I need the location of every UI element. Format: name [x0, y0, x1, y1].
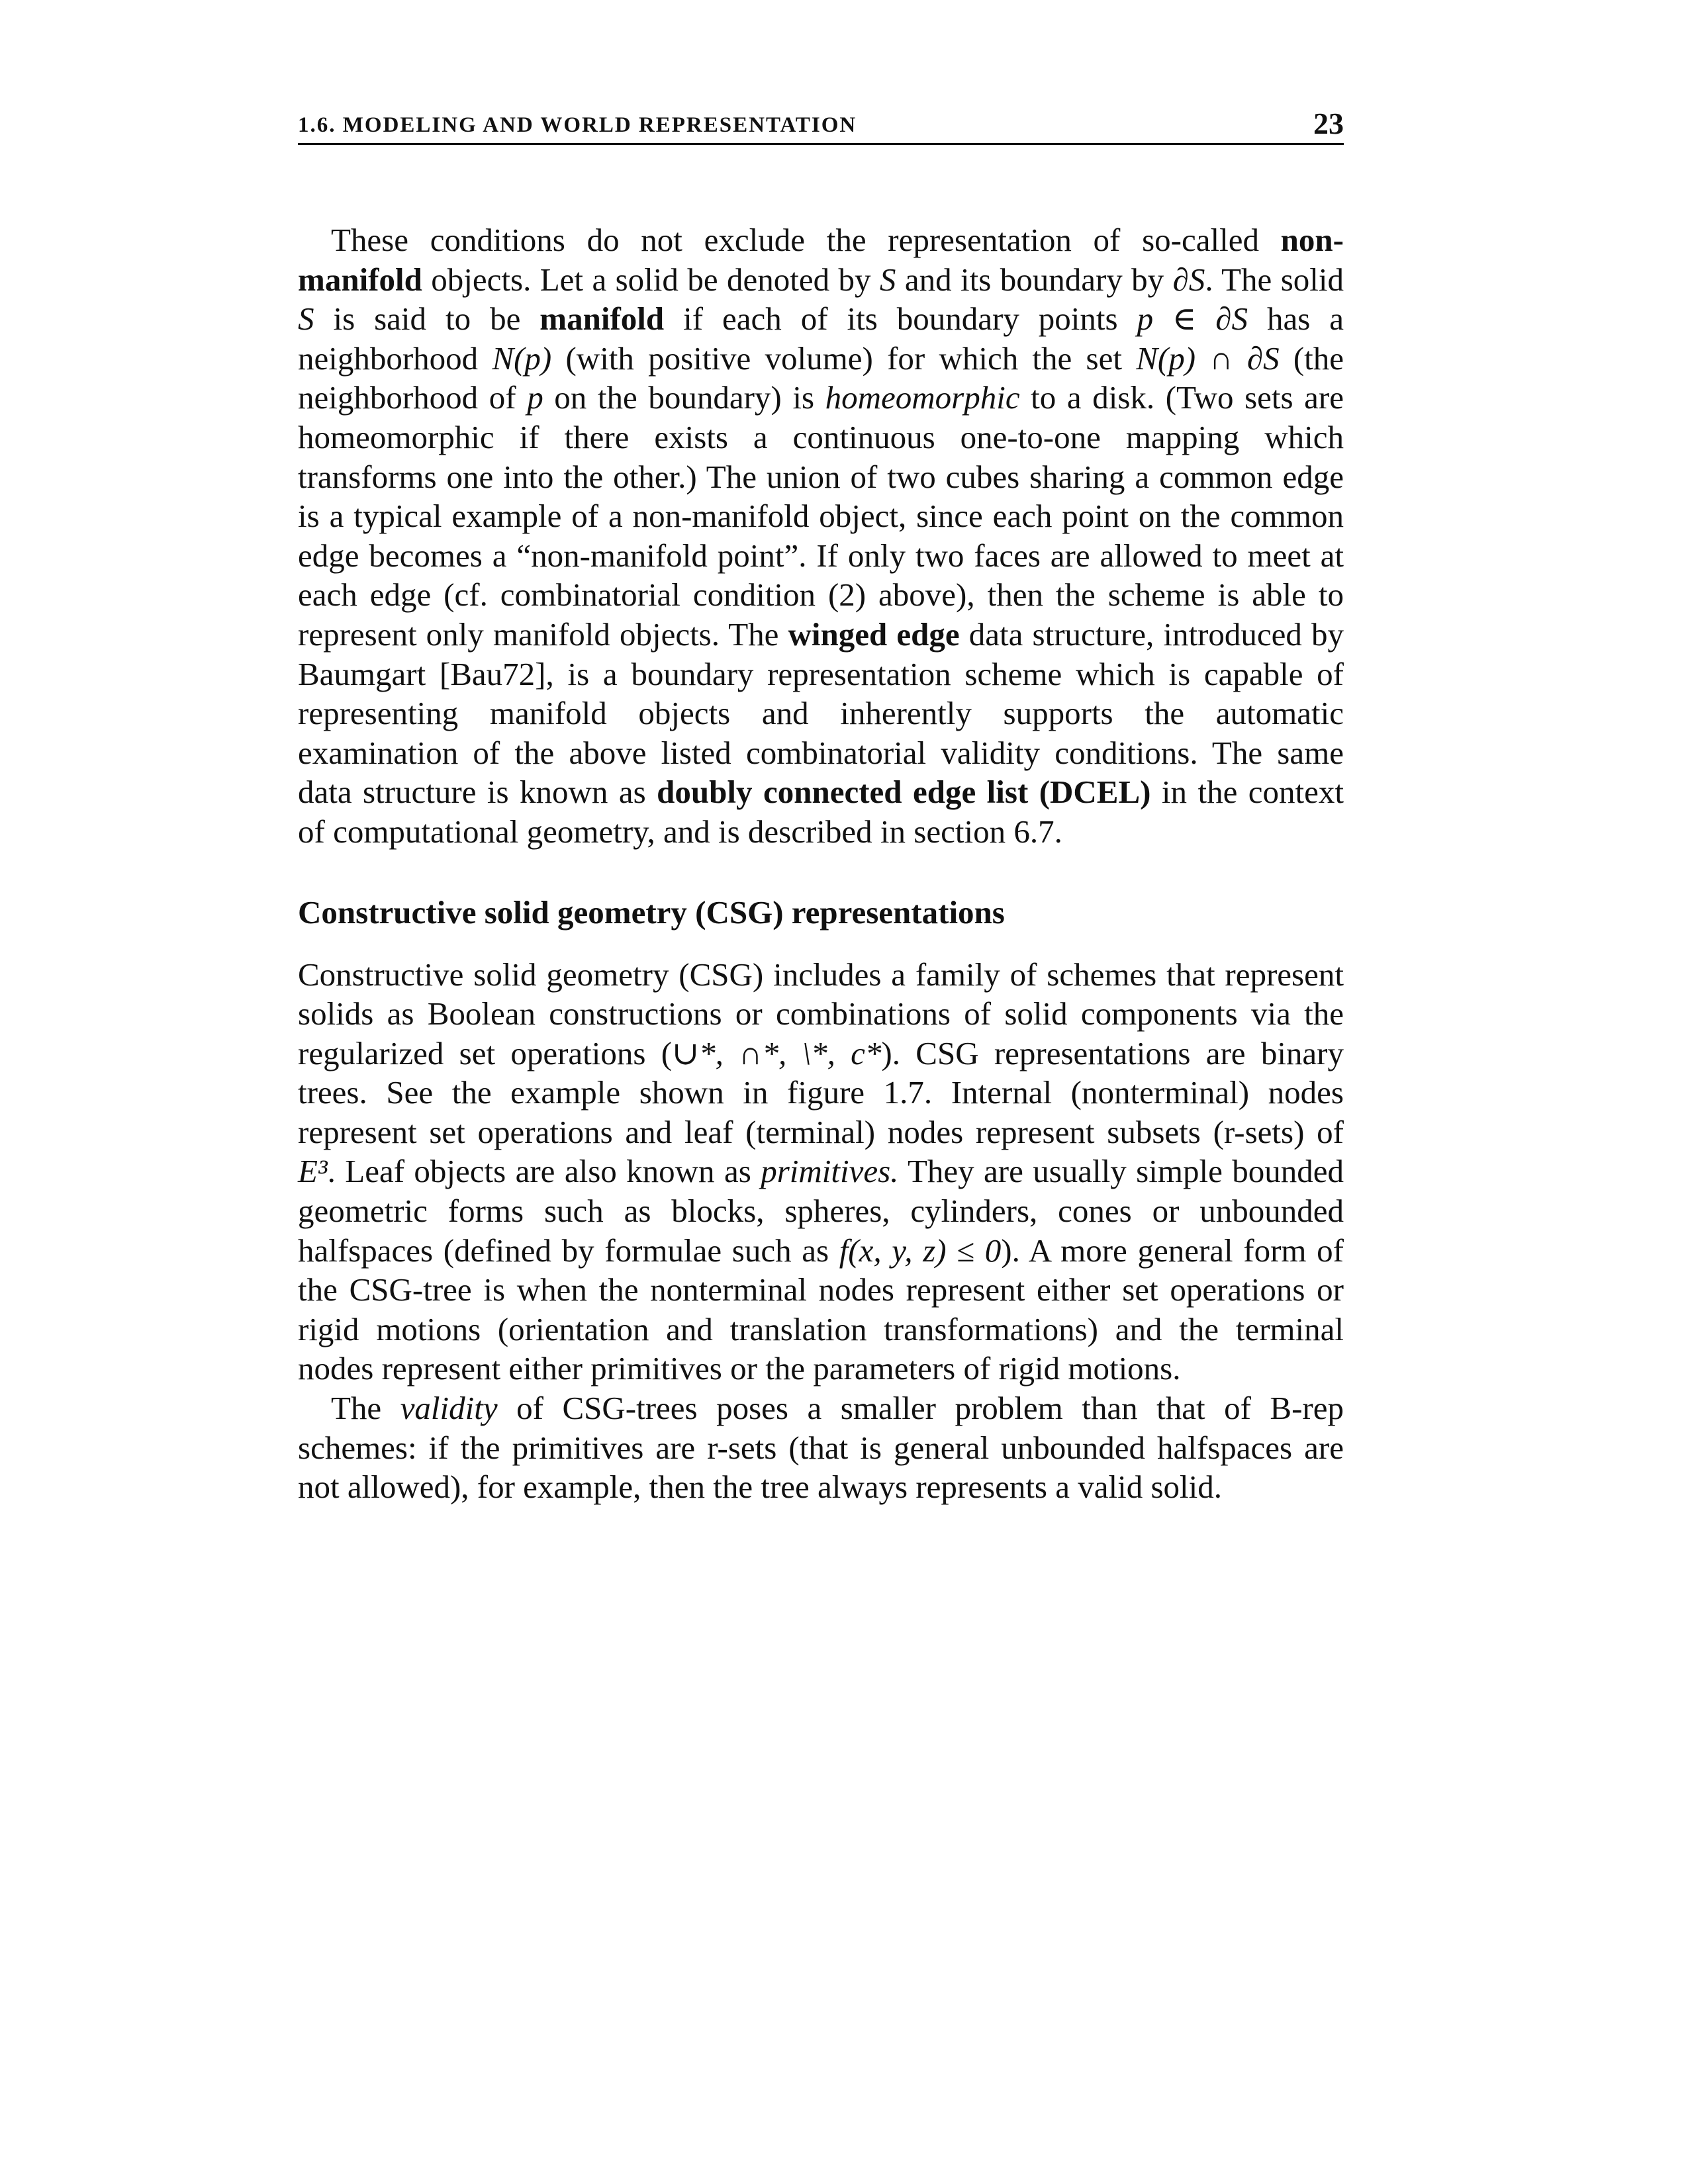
paragraph-non-manifold	[298, 220, 1344, 852]
text-run: and its boundary by	[896, 261, 1173, 298]
text-run: if each of its boundary points	[664, 300, 1137, 338]
term-manifold: manifold	[539, 300, 665, 338]
term-non-manifold: non-manifold	[298, 222, 1344, 298]
math-inline: f(x, y, z) ≤ 0	[839, 1232, 1002, 1269]
text-run: . Leaf objects are also known as	[327, 1153, 761, 1190]
text-run: data structure, introduced by Baumgart [Bau72], is a boundary representation scheme which is capable of representing manifold objects and inherently supports the automatic examination of the above listed combinatorial validity conditions. The same data structure is known as	[298, 615, 1344, 811]
term-winged-edge: winged edge	[788, 615, 960, 653]
text-run: . The solid	[1205, 261, 1344, 298]
section-heading: Constructive solid geometry (CSG) representations	[298, 893, 1005, 931]
term-dcel: doubly connected edge list (DCEL)	[657, 774, 1151, 811]
section-title: 1.6. MODELING AND WORLD REPRESENTATION	[298, 113, 857, 137]
text-run: The	[331, 1390, 400, 1427]
math-inline: N(p)	[492, 340, 552, 377]
text-run: is said to be	[314, 300, 540, 338]
text-run: on the boundary) is	[543, 379, 825, 416]
term-primitives: primitives.	[761, 1153, 899, 1190]
math-inline: N(p) ∩ ∂S	[1136, 340, 1280, 377]
running-header	[298, 99, 1344, 145]
text-run: They are usually simple bounded geometric forms such as blocks, spheres, cylinders, cones or unbounded halfspaces (defined by formulae such as	[298, 1153, 1344, 1269]
math-inline: p	[527, 379, 543, 416]
math-inline: ∪*, ∩*, \*, c*	[672, 1034, 882, 1071]
text-run: of CSG-trees poses a smaller problem than that of B-rep schemes: if the primitives are r-sets (that is general unbounded halfspaces are not allowed), for example, then the tree always represents a valid solid.	[298, 1390, 1344, 1506]
text-run: (with positive volume) for which the set	[551, 340, 1137, 377]
text-run: in the context of computational geometry, and is described in section 6.7.	[298, 774, 1344, 850]
text-run: (the neighborhood of	[298, 340, 1344, 416]
text-run: ). CSG representations are binary trees. See the example shown in figure 1.7. Internal (nonterminal) nodes represent set operations and leaf (terminal) nodes represent subsets (r-sets) of	[298, 1034, 1344, 1150]
math-inline: S	[879, 261, 896, 298]
math-inline: S	[298, 300, 314, 338]
term-validity: validity	[400, 1390, 498, 1427]
paragraph-csg	[298, 955, 1344, 1389]
body-text	[298, 220, 1344, 1507]
text-run: Constructive solid geometry (CSG) includes a family of schemes that represent solids as Boolean constructions or combinations of solid components via the regularized set operations (	[298, 956, 1344, 1071]
math-inline: ∂S	[1172, 261, 1205, 298]
math-inline: p ∈ ∂S	[1137, 300, 1248, 338]
text-run: These conditions do not exclude the representation of so-called	[331, 222, 1281, 258]
term-homeomorphic: homeomorphic	[825, 379, 1020, 416]
page-number: 23	[1313, 107, 1344, 140]
text-run: to a disk. (Two sets are homeomorphic if there exists a continuous one-to-one mapping which transforms one into the other.) The union of two cubes sharing a common edge is a typical example of a non-manifold object, since each point on the common edge becomes a “non-manifold point”. If only two faces are allowed to meet at each edge (cf. combinatorial condition (2) above), then the scheme is able to represent only manifold objects. The	[298, 379, 1344, 653]
paragraph-validity	[298, 1388, 1344, 1507]
page	[298, 99, 1344, 1507]
text-run: has a neighborhood	[298, 300, 1344, 377]
text-run: ). A more general form of the CSG-tree is when the nonterminal nodes represent either set operations or rigid motions (orientation and translation transformations) and the terminal nodes represent either primitives or the parameters of rigid motions.	[298, 1232, 1344, 1387]
text-run: objects. Let a solid be denoted by	[422, 261, 880, 298]
math-inline: E³	[298, 1153, 328, 1190]
